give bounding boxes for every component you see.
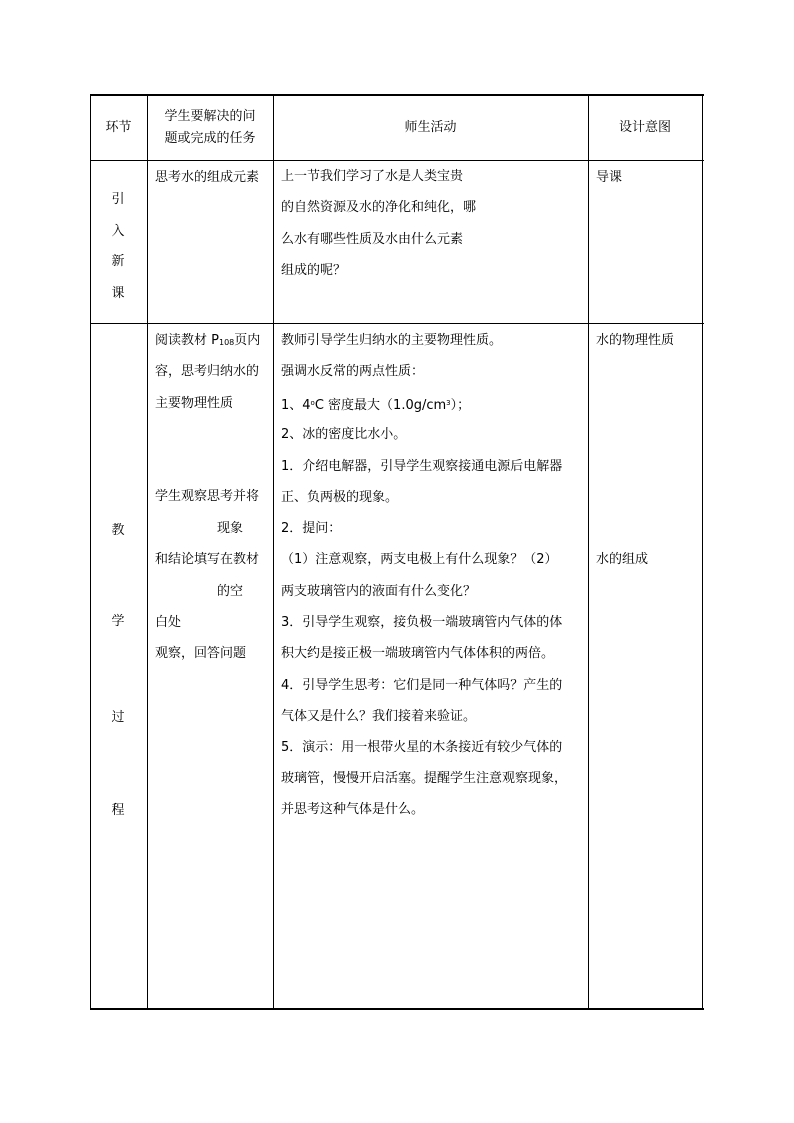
activity-line: 组成的呢？ [281, 263, 347, 278]
section1-char: 课 [111, 286, 125, 301]
section1-char: 新 [111, 254, 125, 269]
task-line: 观察，回答问题 [155, 646, 247, 661]
header-task-line1: 学生要解决的问 [164, 109, 256, 124]
lesson-plan-table [90, 94, 704, 1010]
activity-line: 的自然资源及水的净化和纯化，哪 [281, 200, 477, 215]
header-task-line2: 题或完成的任务 [164, 131, 256, 146]
section1-char: 引 [111, 192, 125, 207]
task-line: 的空 [217, 584, 244, 599]
activity-line: 么水有哪些性质及水由什么元素 [281, 232, 464, 247]
activity-line: 4．引导学生思考：它们是同一种气体吗？产生的 [281, 678, 563, 693]
task-line: 和结论填写在教材 [155, 552, 260, 567]
activity-line: 2．提问： [281, 521, 342, 536]
header-intent-text: 设计意图 [618, 120, 671, 135]
task-line: 学生观察思考并将 [155, 489, 260, 504]
header-stage [90, 96, 147, 160]
task-read-prefix: 阅读教材 P [155, 333, 219, 348]
activity-text: ）； [450, 398, 471, 413]
task-line: 主要物理性质 [155, 396, 234, 411]
section2-char: 学 [111, 614, 125, 629]
activity-line: 3．引导学生观察，接负极一端玻璃管内气体的体 [281, 615, 563, 630]
activity-text: C 密度最大（1.0g/cm [314, 398, 447, 413]
header-activity-text: 师生活动 [404, 120, 457, 135]
activity-line: 积大约是接正极一端玻璃管内气体体积的两倍。 [281, 646, 555, 661]
activity-line: 并思考这种气体是什么。 [281, 802, 425, 817]
task-page-number: 108 [218, 338, 235, 347]
activity-line: 5．演示：用一根带火星的木条接近有较少气体的 [281, 740, 563, 755]
degree-mark: o [310, 399, 315, 407]
activity-line: 教师引导学生归纳水的主要物理性质。 [281, 333, 503, 348]
task-line: 容，思考归纳水的 [155, 364, 260, 379]
activity-line: 上一节我们学习了水是人类宝贵 [281, 169, 464, 184]
section1-intent: 导课 [596, 170, 623, 185]
activity-line: 强调水反常的两点性质： [281, 364, 425, 379]
section2-intent-physical: 水的物理性质 [596, 333, 675, 348]
section2-char: 过 [111, 710, 125, 725]
column-divider-3 [588, 96, 589, 1008]
activity-line: 玻璃管，慢慢开启活塞。提醒学生注意观察现象， [281, 771, 568, 786]
column-divider-2 [273, 96, 274, 1008]
activity-text: 1、4 [281, 398, 311, 413]
header-stage-text: 环节 [105, 120, 132, 135]
section1-task: 思考水的组成元素 [155, 170, 260, 185]
activity-line: 2、冰的密度比水小。 [281, 427, 407, 442]
task-read-suffix: 页内 [234, 333, 261, 348]
task-line: 白处 [155, 615, 182, 630]
header-intent [588, 96, 702, 160]
task-line: 现象 [217, 521, 244, 536]
column-divider-1 [147, 96, 148, 1008]
table-border-right [702, 96, 703, 1008]
header-task [147, 96, 273, 160]
section-divider-line [90, 323, 704, 324]
activity-line: 1．介绍电解器，引导学生观察接通电源后电解器 [281, 459, 563, 474]
section2-intent-composition: 水的组成 [596, 552, 649, 567]
section1-char: 入 [111, 224, 125, 239]
activity-line: 两支玻璃管内的液面有什么变化？ [281, 584, 477, 599]
activity-line: 气体又是什么？我们接着来验证。 [281, 709, 477, 724]
header-activity [273, 96, 588, 160]
task-read-line [155, 325, 260, 359]
activity-line: 正、负两极的现象。 [281, 490, 399, 505]
activity-line: （1）注意观察，两支电极上有什么现象？（2） [281, 552, 558, 567]
activity-line [281, 388, 470, 422]
cubic-superscript: 3 [446, 399, 451, 407]
section2-char: 教 [111, 523, 125, 538]
section2-char: 程 [111, 803, 125, 818]
